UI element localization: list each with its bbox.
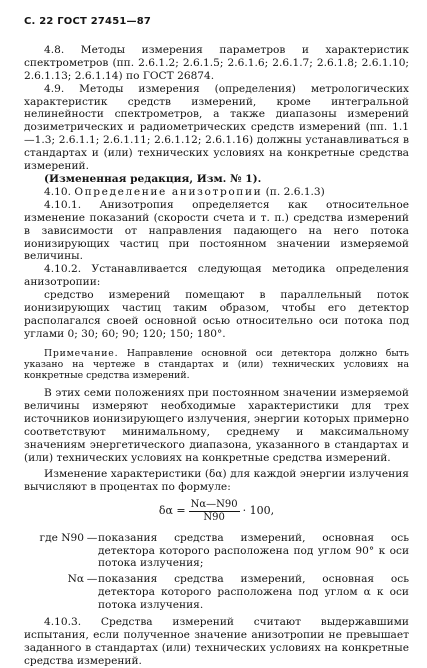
formula-lhs: δα =: [158, 504, 186, 518]
section-number: 4.10.: [44, 185, 71, 198]
measurement-paragraph: В этих семи положениях при постоянном значении измеряемой величины измеряют необходимые характеристики для трех источников ионизирующего излучения, энергии которых примерно соответствуют минимальному, среднему и максимальному значениям энергетического диапазона, указанного в стандартах и (или) технических условиях на конкретные средства измерений.: [24, 387, 409, 464]
note-text: Направление основной оси детектора должно быть указано на чертеже в стандартах и (или) технических условиях на конкретные средства измерений.: [24, 347, 409, 382]
paragraph-4-10-2: 4.10.2. Устанавливается следующая методика определения анизотропии:: [24, 263, 409, 289]
section-reference: (п. 2.6.1.3): [265, 185, 325, 198]
definition-n90: где N90 — показания средства измерений, основная ось детектора которого расположена под углом 90° к оси потока излучения;: [24, 532, 409, 571]
note: [24, 348, 409, 382]
formula-intro: Изменение характеристики (δα) для каждой энергии излучения вычисляют в процентах по формуле:: [24, 467, 409, 493]
paragraph-4-9: 4.9. Методы измерения (определения) метрологических характеристик средств измерений, кроме интегральной нелинейности спектрометров, а также диапазоны измерений дозиметрических и радиометрических средств измерений (пп. 1.1—1.3; 2.6.1.1; 2.6.1.11; 2.6.1.12; 2.6.1.16) должны устанавливаться в стандартах и (или) технических условиях на конкретные средства измерений.: [24, 82, 409, 173]
amendment-note: (Измененная редакция, Изм. № 1).: [44, 172, 262, 185]
definition-text: показания средства измерений, основная ось детектора которого расположена под углом 90° к оси потока излучения;: [98, 531, 409, 570]
formula-numerator: Nα—N90: [190, 499, 238, 511]
formula-denominator: N90: [203, 512, 225, 524]
definition-label: где N90: [39, 531, 84, 544]
paragraph-4-10-1: 4.10.1. Анизотропия определяется как относительное изменение показаний (скорости счета и т. п.) средства измерений в зависимости от направления падающего на него потока ионизирующих частиц при постоянном значении измеряемой величины.: [24, 198, 409, 263]
section-4-10-heading: [24, 186, 409, 199]
anisotropy-formula: [24, 495, 409, 529]
method-paragraph: средство измерений помещают в параллельный поток ионизирующих частиц таким образом, чтобы его детектор располагался своей основной осью относительно оси потока под углами 0; 30; 60; 90; 120; 150; 180°.: [24, 289, 409, 340]
definition-label: Nα: [67, 573, 84, 586]
formula-fraction: [189, 499, 240, 524]
definition-na: Nα — показания средства измерений, основная ось детектора которого расположена под углом α к оси потока излучения.: [24, 573, 409, 612]
section-title: Определение анизотропии: [74, 185, 263, 198]
paragraph-4-10-3: 4.10.3. Средства измерений считают выдержавшими испытания, если полученное значение анизотропии не превышает заданного в стандартах (или) технических условиях на конкретные средства измерений.: [24, 616, 409, 667]
paragraph-4-8: 4.8. Методы измерения параметров и характеристик спектрометров (пп. 2.6.1.2; 2.6.1.5; 2.6.1.6; 2.6.1.7; 2.6.1.8; 2.6.1.10; 2.6.1.13; 2.6.1.14) по ГОСТ 26874.: [24, 43, 409, 82]
formula-rhs: · 100,: [242, 504, 275, 518]
note-label: Примечание.: [44, 347, 119, 359]
definition-text: показания средства измерений, основная ось детектора которого расположена под углом α к оси потока излучения.: [98, 573, 409, 612]
document-page: [24, 16, 409, 668]
page-header: С. 22 ГОСТ 27451—87: [24, 16, 152, 27]
